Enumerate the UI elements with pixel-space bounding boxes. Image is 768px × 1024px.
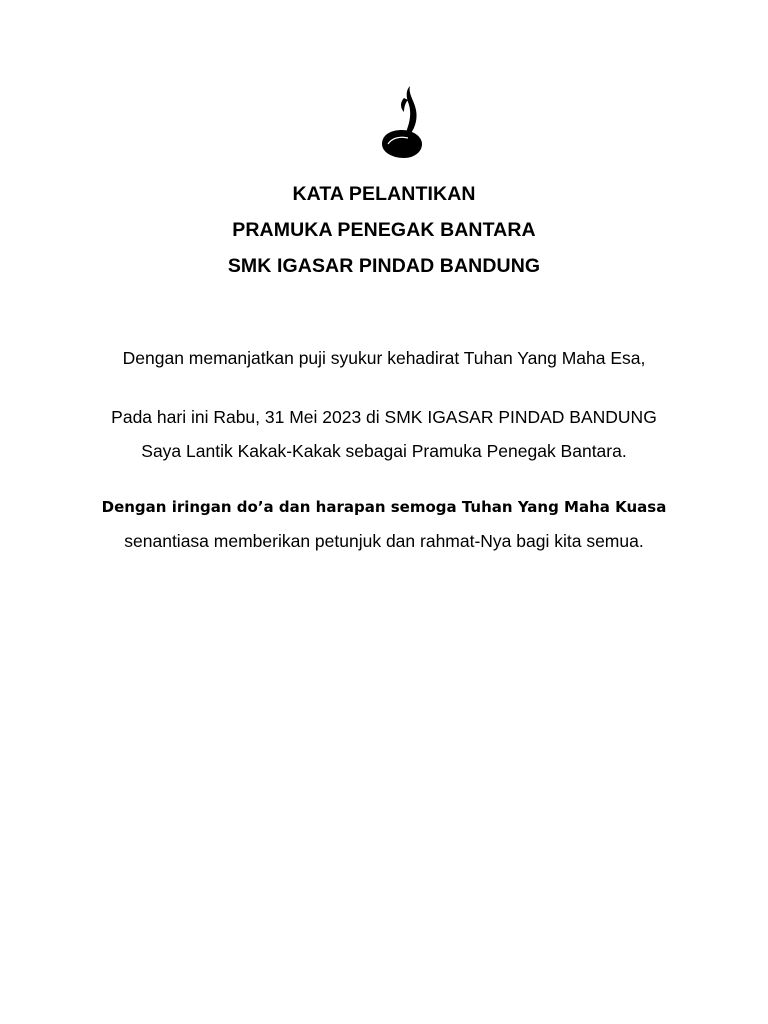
paragraph-opening: Dengan memanjatkan puji syukur kehadirat Tuhan Yang Maha Esa, [122,348,646,368]
title-line-1: KATA PELANTIKAN [292,183,476,205]
prayer-line-bold: Dengan iringan do’a dan harapan semoga Tuhan Yang Maha Kuasa [101,498,667,516]
prayer-line-normal: senantiasa memberikan petunjuk dan rahmat-Nya bagi kita semua. [124,531,644,551]
paragraph-inauguration [0,400,768,468]
inauguration-line-2: Saya Lantik Kakak-Kakak sebagai Pramuka Penegak Bantara. [141,441,627,461]
tunas-kelapa-scout-icon [378,84,426,160]
title-line-3: SMK IGASAR PINDAD BANDUNG [227,255,541,277]
inauguration-line-1: Pada hari ini Rabu, 31 Mei 2023 di SMK IGASAR PINDAD BANDUNG [111,407,657,427]
paragraph-prayer [0,490,768,558]
document-title-block [0,176,768,284]
title-line-2: PRAMUKA PENEGAK BANTARA [232,219,536,241]
